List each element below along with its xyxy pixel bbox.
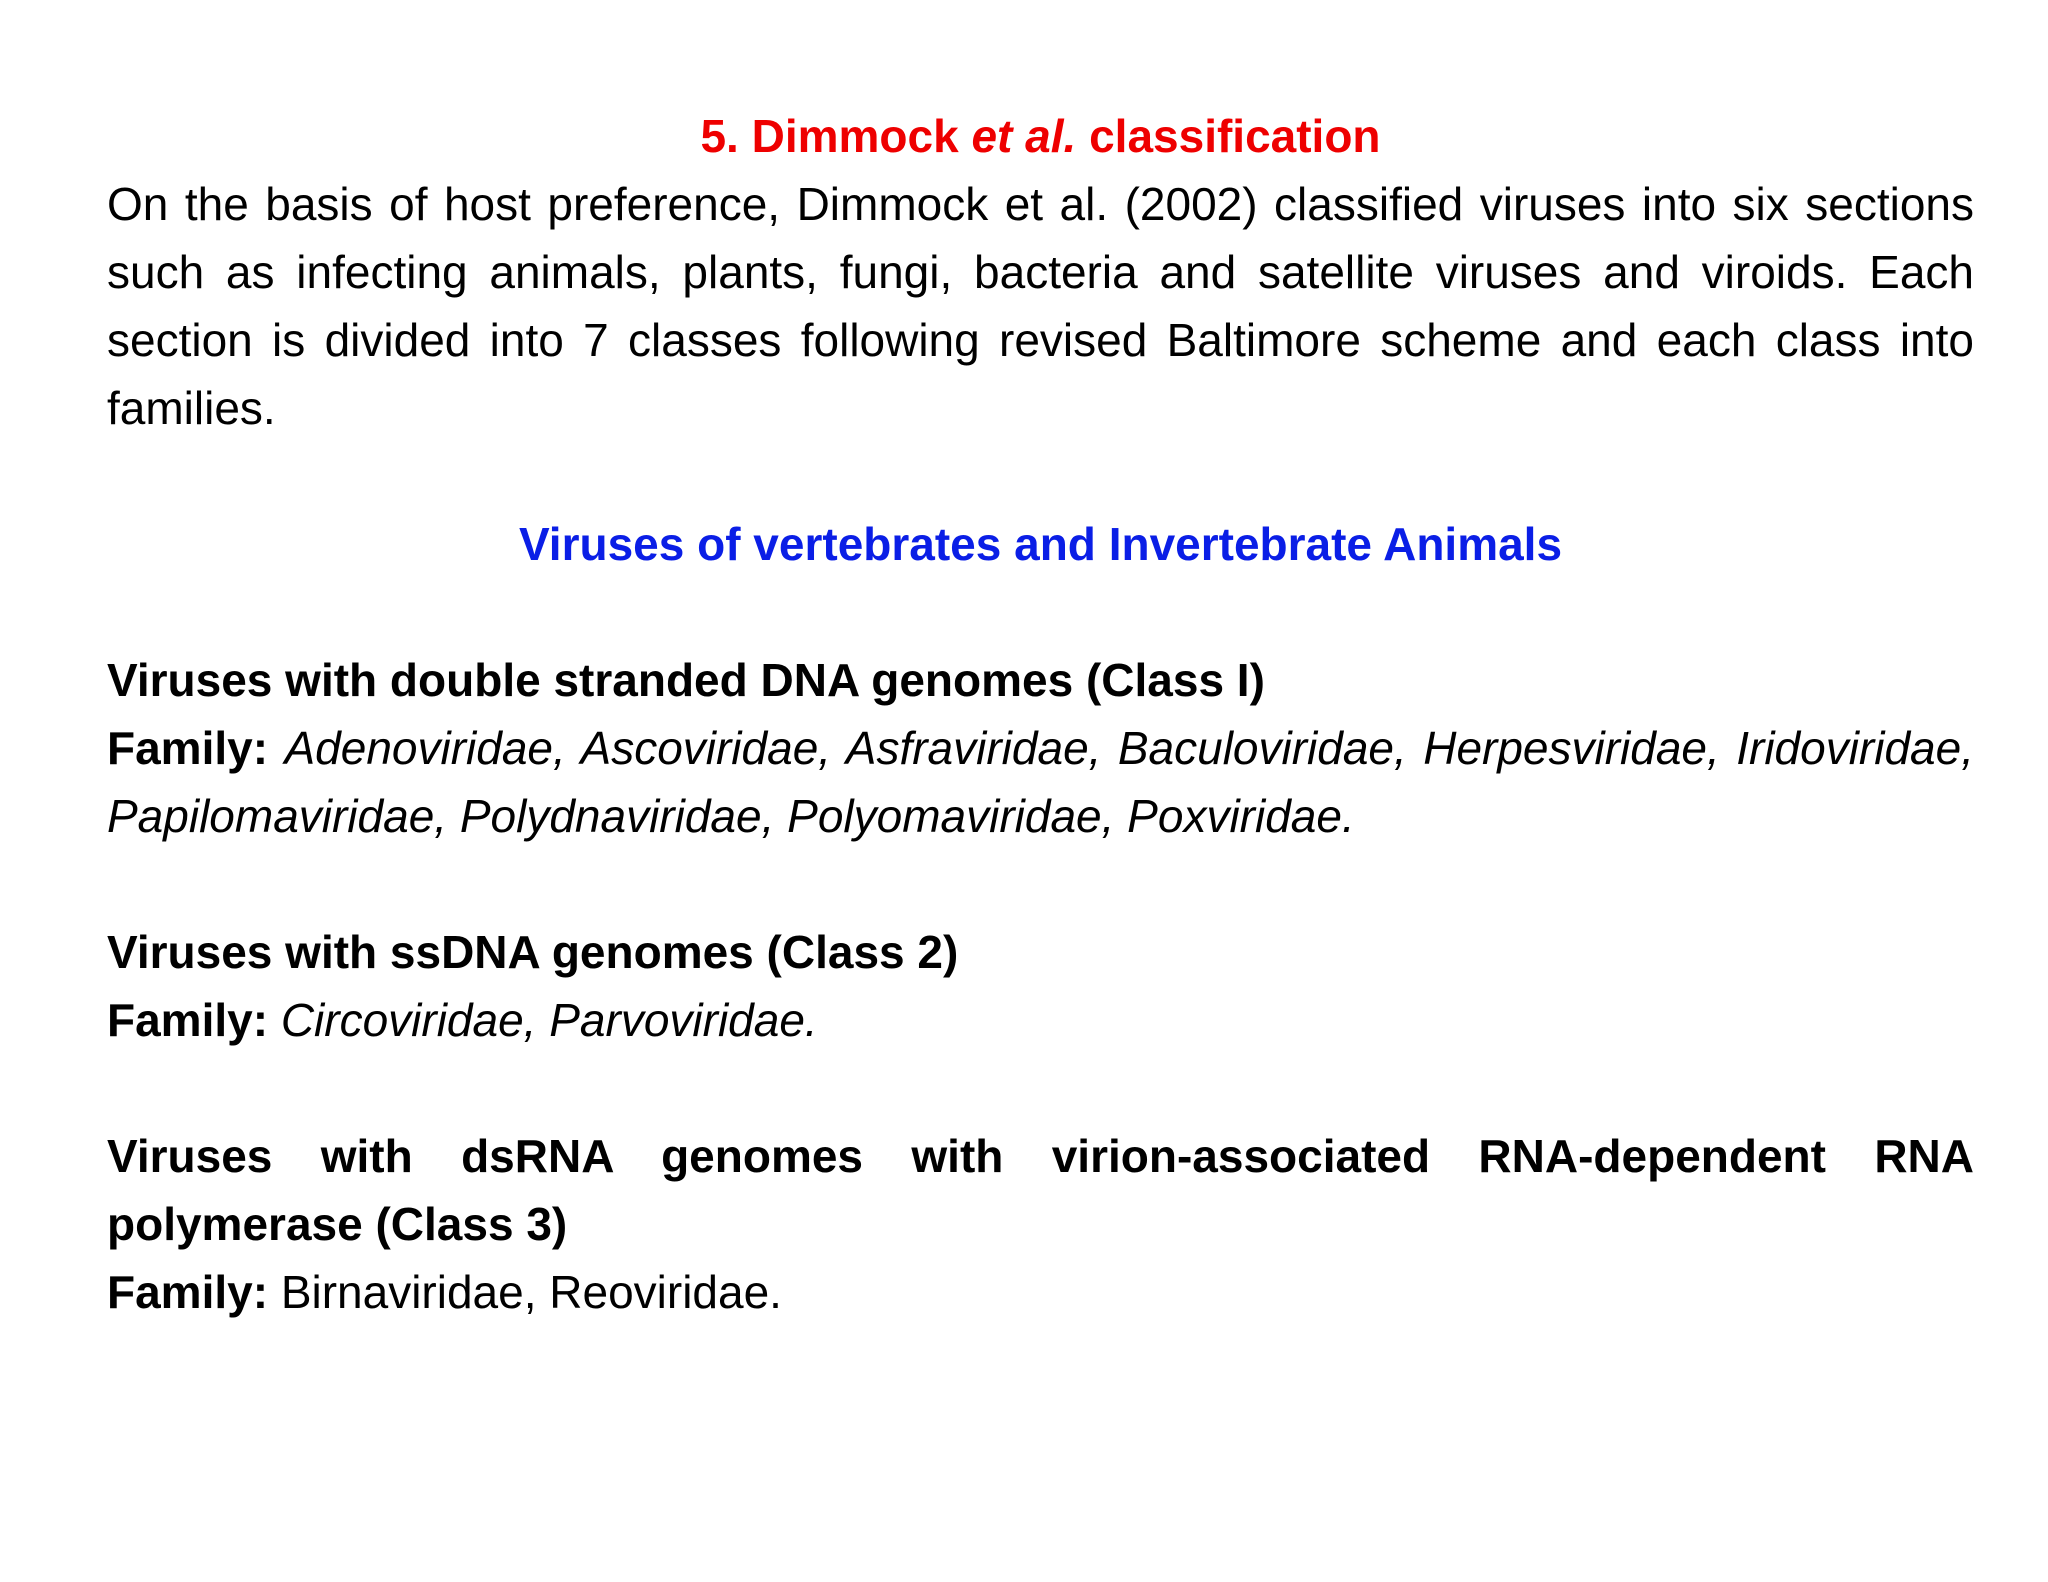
family-line [107,1258,1974,1326]
section-subheading: Viruses of vertebrates and Invertebrate Animals [518,518,1563,570]
class-section-2 [107,918,1974,1054]
family-line [107,986,1974,1054]
title-suffix: classification [1076,110,1381,162]
family-line [107,714,1974,850]
class-heading: Viruses with double stranded DNA genomes (Class I) [107,654,1265,706]
family-label: Family: [107,722,269,774]
class-heading: Viruses with dsRNA genomes with virion-associated RNA-dependent RNA polymerase (Class 3) [107,1130,1974,1250]
title-italic: et al. [971,110,1077,162]
family-list: Circoviridae, Parvoviridae. [280,994,818,1046]
slide-title [107,102,1974,170]
family-list: Adenoviridae, Ascoviridae, Asfraviridae, Baculoviridae, Herpesviridae, Iridoviridae, Papilomaviridae, Polydnaviridae, Polyomaviridae, Poxviridae. [107,722,1974,842]
family-list: Birnaviridae, Reoviridae. [280,1266,782,1318]
title-prefix: 5. Dimmock [700,110,972,162]
class-section-1 [107,646,1974,850]
family-label: Family: [107,1266,269,1318]
class-heading: Viruses with ssDNA genomes (Class 2) [107,926,959,978]
class-section-3 [107,1122,1974,1326]
family-label: Family: [107,994,269,1046]
intro-paragraph: On the basis of host preference, Dimmock et al. (2002) classified viruses into six sections such as infecting animals, plants, fungi, bacteria and satellite viruses and viroids. Each section is divided into 7 classes following revised Baltimore scheme and each class into families. [107,178,1974,434]
